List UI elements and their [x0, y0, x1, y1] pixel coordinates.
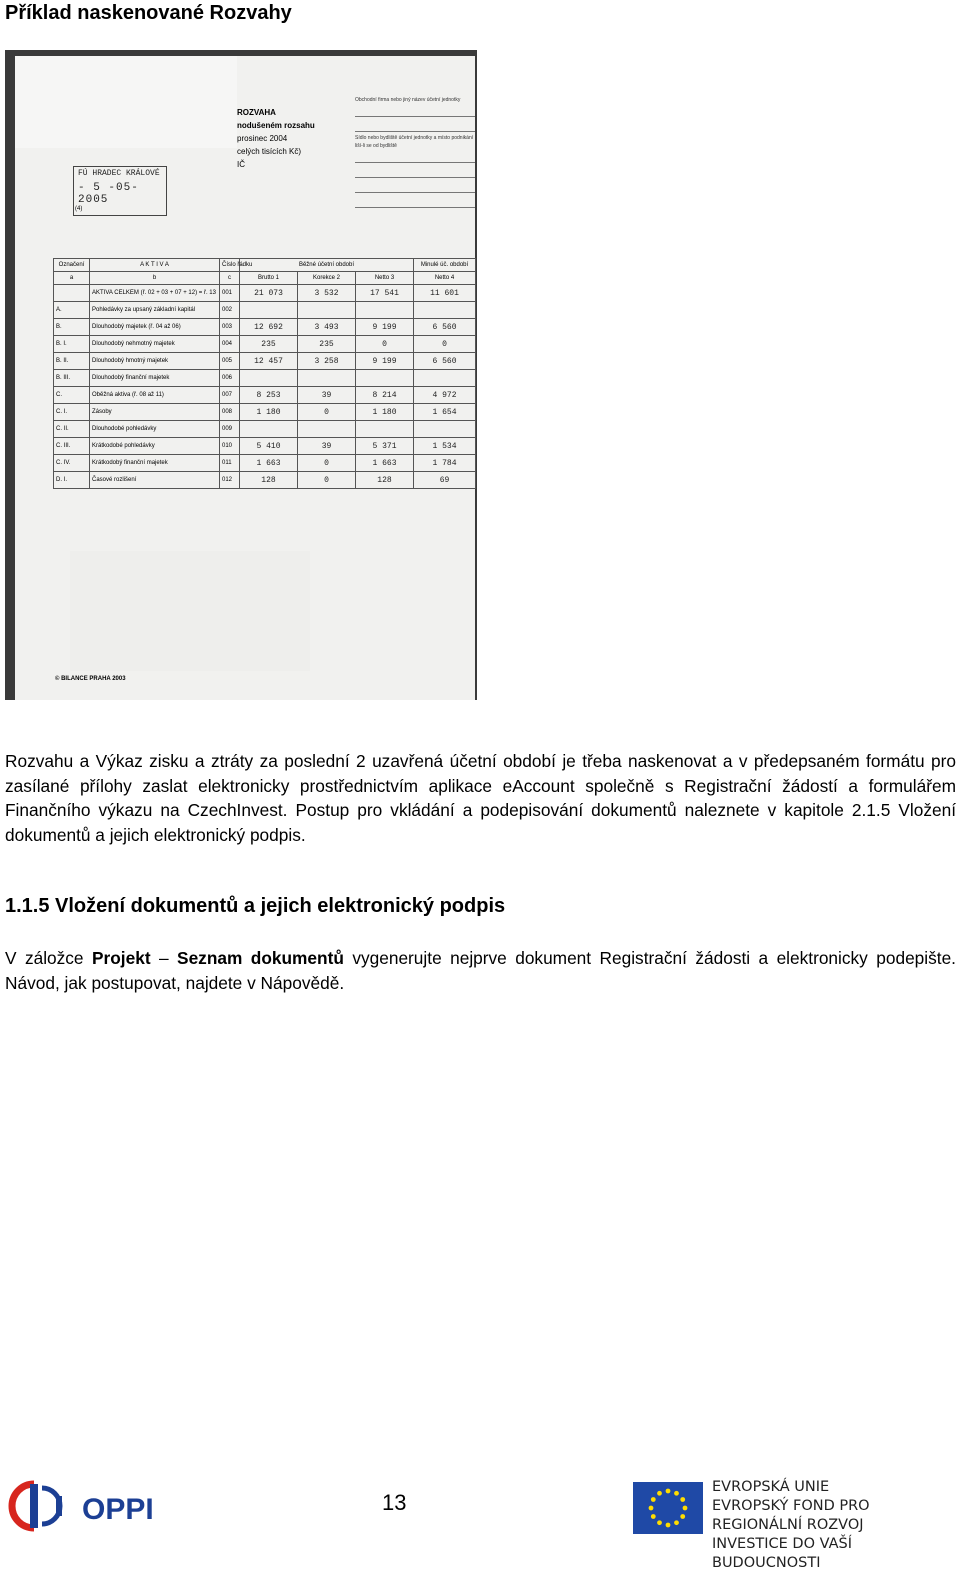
- table-row: [54, 387, 476, 404]
- cell-netto: [356, 302, 414, 319]
- cell-netto: [356, 421, 414, 438]
- table-row: [54, 319, 476, 336]
- tab-name-seznam: Seznam dokumentů: [177, 948, 344, 968]
- cell-label: Pohledávky za upsaný základní kapitál: [90, 302, 220, 319]
- org-seat: Sídlo nebo bydliště účetní jednotky a místo podnikání liší-li se od bydliště: [355, 135, 474, 149]
- cell-brutto: [240, 370, 298, 387]
- cell-prev: 1 534: [414, 438, 476, 455]
- redacted-area: [15, 56, 237, 148]
- cell-netto: 17 541: [356, 285, 414, 302]
- cell-code: C.: [54, 387, 90, 404]
- cell-code: A.: [54, 302, 90, 319]
- eu-line-3: INVESTICE DO VAŠÍ BUDOUCNOSTI: [712, 1536, 853, 1571]
- cell-line: 012: [220, 472, 240, 489]
- idx-b: b: [90, 272, 220, 285]
- stamp-date: - 5 -05- 2005: [78, 182, 139, 206]
- cell-prev: 6 560: [414, 353, 476, 370]
- cell-label: Krátkodobý finanční majetek: [90, 455, 220, 472]
- col-header-line: Číslo řádku: [220, 259, 240, 272]
- cell-netto: 9 199: [356, 319, 414, 336]
- cell-netto: [356, 370, 414, 387]
- cell-prev: 1 654: [414, 404, 476, 421]
- table-row: [54, 438, 476, 455]
- table-row: [54, 336, 476, 353]
- paragraph-instructions: V záložce Projekt – Seznam dokumentů vygenerujte nejprve dokument Registrační žádosti a elektronicky podepište. Návod, jak postupovat, najdete v Nápovědě.: [5, 948, 956, 993]
- cell-brutto: 128: [240, 472, 298, 489]
- eu-flag-icon: [633, 1482, 703, 1534]
- eu-line-2: EVROPSKÝ FOND PRO REGIONÁLNÍ ROZVOJ: [712, 1498, 870, 1533]
- oppi-logo-text: OPPI: [82, 1493, 154, 1526]
- sub-brutto: Brutto 1: [240, 272, 298, 285]
- cell-prev: [414, 370, 476, 387]
- cell-korekce: [298, 421, 356, 438]
- cell-brutto: 235: [240, 336, 298, 353]
- cell-line: 006: [220, 370, 240, 387]
- eu-star-icon: [651, 1497, 656, 1502]
- cell-netto: 8 214: [356, 387, 414, 404]
- eu-star-icon: [674, 1491, 679, 1496]
- stamp-mark: (4): [75, 206, 83, 212]
- eu-star-icon: [683, 1506, 688, 1511]
- eu-star-icon: [666, 1489, 671, 1494]
- idx-c: c: [220, 272, 240, 285]
- eu-star-icon: [674, 1520, 679, 1525]
- cell-line: 001: [220, 285, 240, 302]
- cell-korekce: 39: [298, 387, 356, 404]
- cell-label: Dlouhodobý hmotný majetek: [90, 353, 220, 370]
- form-ic: IČ: [237, 160, 245, 169]
- assets-table: [53, 258, 476, 489]
- eu-star-icon: [680, 1497, 685, 1502]
- cell-prev: 1 784: [414, 455, 476, 472]
- table-row: [54, 302, 476, 319]
- receipt-stamp: [73, 166, 167, 216]
- cell-prev: 4 972: [414, 387, 476, 404]
- oppi-logo: [12, 1480, 172, 1532]
- cell-line: 004: [220, 336, 240, 353]
- cell-korekce: 235: [298, 336, 356, 353]
- page-title: Příklad naskenované Rozvahy: [5, 2, 292, 24]
- table-row: [54, 370, 476, 387]
- cell-korekce: 3 532: [298, 285, 356, 302]
- cell-brutto: 1 663: [240, 455, 298, 472]
- sub-korekce: Korekce 2: [298, 272, 356, 285]
- tab-name-projekt: Projekt: [91, 948, 151, 968]
- form-title: ROZVAHA: [237, 108, 276, 117]
- eu-star-icon: [680, 1514, 685, 1519]
- cell-code: B. I.: [54, 336, 90, 353]
- scanned-balance-sheet: [5, 50, 477, 700]
- cell-korekce: [298, 302, 356, 319]
- cell-label: Dlouhodobý finanční majetek: [90, 370, 220, 387]
- cell-netto: 0: [356, 336, 414, 353]
- cell-korekce: 39: [298, 438, 356, 455]
- stamp-office: FÚ HRADEC KRÁLOVÉ: [78, 169, 160, 178]
- org-block: [355, 96, 475, 210]
- cell-code: D. I.: [54, 472, 90, 489]
- cell-line: 009: [220, 421, 240, 438]
- col-header-assets: A K T I V A: [90, 259, 220, 272]
- cell-label: Krátkodobé pohledávky: [90, 438, 220, 455]
- cell-line: 008: [220, 404, 240, 421]
- idx-a: a: [54, 272, 90, 285]
- cell-code: [54, 285, 90, 302]
- cell-netto: 128: [356, 472, 414, 489]
- cell-line: 011: [220, 455, 240, 472]
- cell-netto: 9 199: [356, 353, 414, 370]
- cell-brutto: 1 180: [240, 404, 298, 421]
- cell-korekce: 0: [298, 472, 356, 489]
- cell-prev: [414, 302, 476, 319]
- col-header-prev: Minulé úč. období: [414, 259, 476, 272]
- cell-code: C. IV.: [54, 455, 90, 472]
- form-units: celých tisících Kč): [237, 147, 302, 156]
- table-row: [54, 455, 476, 472]
- faint-backside-area: [70, 551, 310, 671]
- cell-brutto: 8 253: [240, 387, 298, 404]
- cell-brutto: 12 457: [240, 353, 298, 370]
- eu-star-icon: [666, 1523, 671, 1528]
- cell-label: Dlouhodobé pohledávky: [90, 421, 220, 438]
- form-header: [237, 106, 315, 171]
- form-date: prosinec 2004: [237, 134, 288, 143]
- cell-brutto: 21 073: [240, 285, 298, 302]
- cell-label: AKTIVA CELKEM (ř. 02 + 03 + 07 + 12) = ř. 13: [90, 285, 220, 302]
- table-subheader-row: [54, 272, 476, 285]
- cell-brutto: [240, 421, 298, 438]
- table-row: [54, 285, 476, 302]
- sub-netto-prev: Netto 4: [414, 272, 476, 285]
- cell-line: 007: [220, 387, 240, 404]
- sub-netto: Netto 3: [356, 272, 414, 285]
- cell-line: 005: [220, 353, 240, 370]
- scan-copyright: © BILANCE PRAHA 2003: [55, 676, 126, 682]
- cell-label: Zásoby: [90, 404, 220, 421]
- cell-code: B. II.: [54, 353, 90, 370]
- cell-korekce: [298, 370, 356, 387]
- eu-caption: [712, 1478, 960, 1573]
- org-title: Obchodní firma nebo jiný název účetní jednotky: [355, 97, 461, 103]
- col-header-current: Běžné účetní období: [240, 259, 414, 272]
- paragraph-intro: Rozvahu a Výkaz zisku a ztráty za poslední 2 uzavřená účetní období je třeba naskenovat a v předepsaném formátu pro zasílané přílohy zaslat elektronicky prostřednictvím aplikace eAccount společně s Registrační žádostí a formulářem Finančního výkazu na CzechInvest. Postup pro vkládání a podepisování dokumentů naleznete v kapitole 2.1.5 Vložení dokumentů a jejich elektronický podpis.: [5, 751, 956, 845]
- eu-star-icon: [657, 1520, 662, 1525]
- cell-label: Dlouhodobý nehmotný majetek: [90, 336, 220, 353]
- cell-line: 010: [220, 438, 240, 455]
- cell-prev: 11 601: [414, 285, 476, 302]
- cell-prev: 6 560: [414, 319, 476, 336]
- table-row: [54, 353, 476, 370]
- cell-label: Časové rozlišení: [90, 472, 220, 489]
- eu-star-icon: [657, 1491, 662, 1496]
- table-header-row: [54, 259, 476, 272]
- cell-brutto: [240, 302, 298, 319]
- section-heading: 1.1.5 Vložení dokumentů a jejich elektronický podpis: [5, 895, 506, 917]
- cell-netto: 1 663: [356, 455, 414, 472]
- table-row: [54, 472, 476, 489]
- cell-korekce: 0: [298, 455, 356, 472]
- cell-code: C. III.: [54, 438, 90, 455]
- col-header-code: Označení: [54, 259, 90, 272]
- cell-prev: 0: [414, 336, 476, 353]
- cell-netto: 1 180: [356, 404, 414, 421]
- cell-code: B. III.: [54, 370, 90, 387]
- cell-line: 002: [220, 302, 240, 319]
- form-subtitle: nodušeném rozsahu: [237, 121, 315, 130]
- cell-prev: 69: [414, 472, 476, 489]
- cell-korekce: 3 493: [298, 319, 356, 336]
- scan-paper: [15, 56, 475, 700]
- cell-korekce: 0: [298, 404, 356, 421]
- cell-brutto: 12 692: [240, 319, 298, 336]
- table-row: [54, 421, 476, 438]
- eu-star-icon: [651, 1514, 656, 1519]
- cell-brutto: 5 410: [240, 438, 298, 455]
- cell-code: C. I.: [54, 404, 90, 421]
- eu-star-icon: [649, 1506, 654, 1511]
- cell-line: 003: [220, 319, 240, 336]
- cell-code: B.: [54, 319, 90, 336]
- cell-prev: [414, 421, 476, 438]
- eu-line-1: EVROPSKÁ UNIE: [712, 1479, 830, 1495]
- table-row: [54, 404, 476, 421]
- cell-code: C. II.: [54, 421, 90, 438]
- page-number: 13: [382, 1490, 407, 1515]
- cell-netto: 5 371: [356, 438, 414, 455]
- cell-label: Oběžná aktiva (ř. 08 až 11): [90, 387, 220, 404]
- cell-label: Dlouhodobý majetek (ř. 04 až 06): [90, 319, 220, 336]
- cell-korekce: 3 258: [298, 353, 356, 370]
